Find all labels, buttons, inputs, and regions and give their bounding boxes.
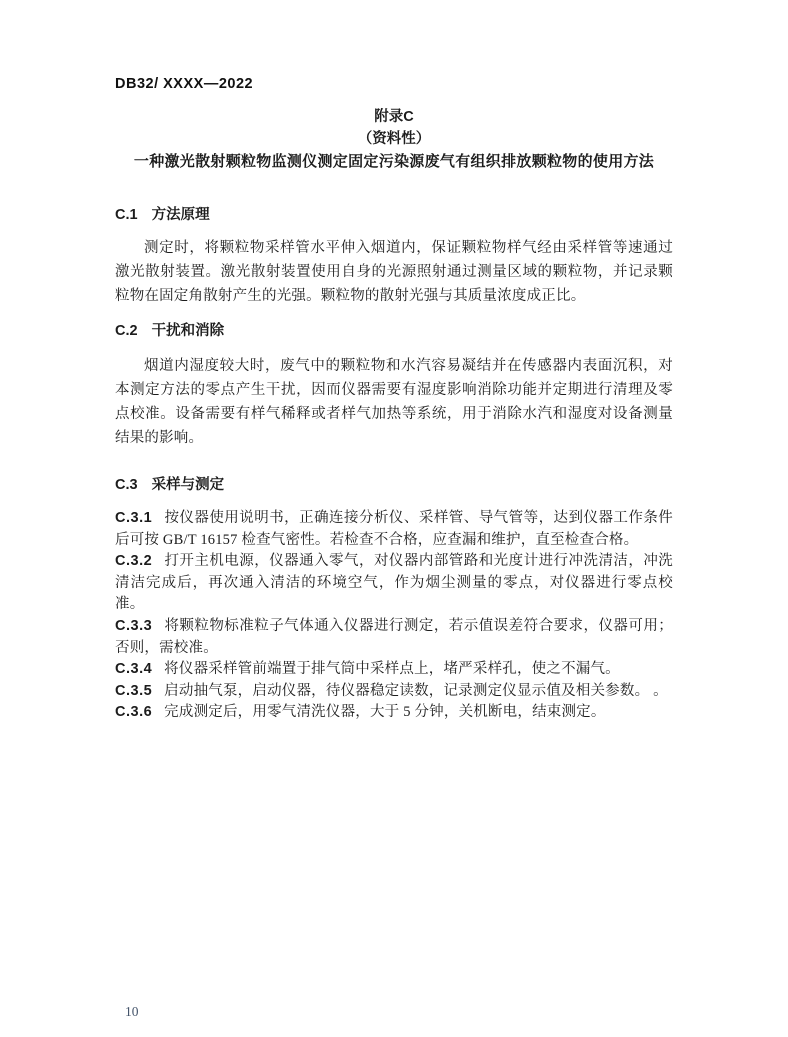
clause-number: C.3.6 — [115, 704, 153, 721]
section-heading-c2 — [115, 320, 673, 342]
section-number: C.3 — [115, 477, 138, 493]
section-heading-c3 — [115, 474, 673, 496]
clause-c3-2 — [115, 551, 673, 616]
clause-text: 将仪器采样管前端置于排气筒中采样点上，堵严采样孔，使之不漏气。 — [164, 661, 620, 678]
document-content — [115, 0, 673, 724]
section-c1-paragraph: 测定时，将颗粒物采样管水平伸入烟道内，保证颗粒物样气经由采样管等速通过激光散射装置。激光散射装置使用自身的光源照射通过测量区域的颗粒物，并记录颗粒物在固定角散射产生的光强。颗粒物的散射光强与其质量浓度成正比。 — [115, 240, 673, 304]
section-number: C.1 — [115, 207, 138, 223]
clause-c3-3 — [115, 616, 673, 659]
clause-text: 按仪器使用说明书，正确连接分析仪、采样管、导气管等，达到仪器工作条件后可按 GB/T 16157 检查气密性。若检查不合格，应查漏和维护，直至检查合格。 — [115, 510, 673, 548]
clause-text: 完成测定后，用零气清洗仪器，大于 5 分钟，关机断电，结束测定。 — [164, 704, 606, 721]
clause-list — [115, 508, 673, 724]
section-title: 采样与测定 — [151, 477, 225, 493]
clause-c3-4 — [115, 659, 673, 681]
clause-number: C.3.2 — [115, 553, 153, 570]
section-title: 干扰和消除 — [151, 323, 225, 339]
section-title: 方法原理 — [151, 207, 210, 223]
clause-number: C.3.5 — [115, 682, 153, 699]
clause-text: 启动抽气泵，启动仪器，待仪器稳定读数，记录测定仪显示值及相关参数。 。 — [164, 682, 668, 699]
clause-text: 将颗粒物标准粒子气体通入仪器进行测定，若示值误差符合要求，仪器可用；否则，需校准。 — [115, 617, 673, 656]
clause-c3-5 — [115, 681, 673, 703]
standard-number-header: DB32/ XXXX—2022 — [115, 76, 254, 92]
clause-number: C.3.1 — [115, 510, 153, 526]
clause-c3-6 — [115, 702, 673, 724]
appendix-label: 附录C — [374, 109, 414, 125]
clause-text: 打开主机电源，仪器通入零气，对仪器内部管路和光度计进行冲洗清洁，冲洗清洁完成后，再次通入清洁的环境空气，作为烟尘测量的零点，对仪器进行零点校准。 — [115, 553, 673, 613]
clause-number: C.3.3 — [115, 617, 153, 634]
clause-number: C.3.4 — [115, 661, 153, 678]
section-heading-c1 — [115, 204, 673, 226]
clause-c3-1 — [115, 508, 673, 551]
page-number: 10 — [125, 1004, 139, 1019]
section-number: C.2 — [115, 323, 138, 339]
appendix-title: 一种激光散射颗粒物监测仪测定固定污染源废气有组织排放颗粒物的使用方法 — [133, 153, 655, 170]
section-c2-paragraph: 烟道内湿度较大时，废气中的颗粒物和水汽容易凝结并在传感器内表面沉积，对本测定方法的零点产生干扰，因而仪器需要有湿度影响消除功能并定期进行清理及零点校准。设备需要有样气稀释或者样气加热等系统，用于消除水汽和湿度对设备测量结果的影响。 — [115, 358, 673, 446]
appendix-informative-tag: （资料性） — [357, 131, 431, 147]
